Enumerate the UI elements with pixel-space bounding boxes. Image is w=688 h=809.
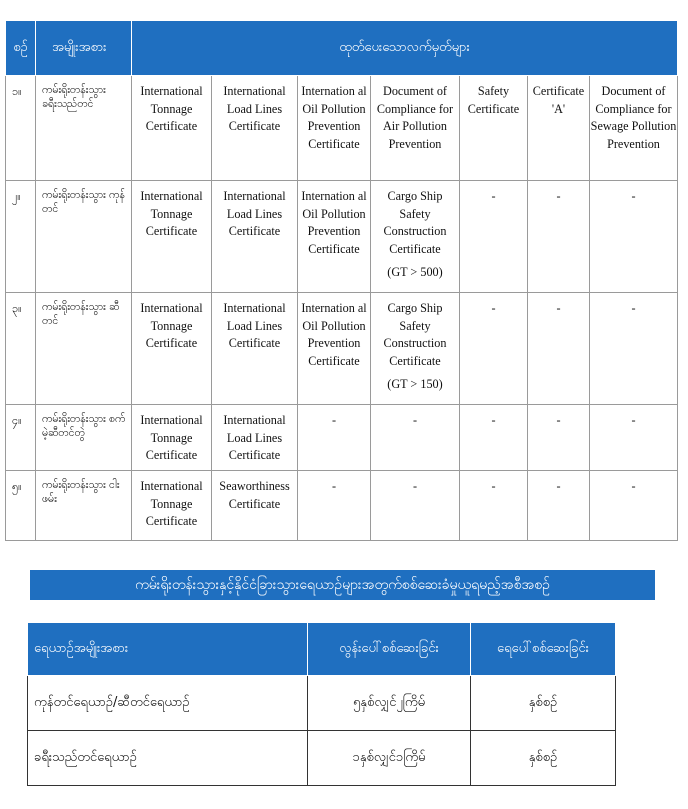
certificate-cell: - bbox=[298, 471, 371, 541]
certificate-cell: International Load Lines Certificate bbox=[212, 293, 298, 405]
certificate-cell: Internation al Oil Pollution Prevention Certificate bbox=[298, 76, 371, 181]
certificate-cell: - bbox=[590, 471, 678, 541]
row-number: ၂။ bbox=[6, 181, 36, 293]
header-afloat-inspection: ရေပေါ်စစ်ဆေးခြင်း bbox=[471, 623, 616, 676]
certificate-cell: - bbox=[590, 405, 678, 471]
certificate-cell: International Load Lines Certificate bbox=[212, 181, 298, 293]
table-row bbox=[6, 471, 678, 541]
header-certificates: ထုတ်ပေးသောလက်မှတ်များ bbox=[132, 21, 678, 76]
certificate-table bbox=[5, 20, 678, 541]
gross-tonnage-note: (GT > 500) bbox=[387, 265, 443, 280]
certificate-cell: Safety Certificate bbox=[460, 76, 528, 181]
row-number: ၄။ bbox=[6, 405, 36, 471]
table-row bbox=[6, 405, 678, 471]
certificate-cell: Internation al Oil Pollution Prevention Certificate bbox=[298, 181, 371, 293]
row-number: ၃။ bbox=[6, 293, 36, 405]
header-dry-dock-inspection: လွန်းပေါ်စစ်ဆေးခြင်း bbox=[308, 623, 471, 676]
certificate-cell: - bbox=[460, 405, 528, 471]
vessel-type: ကမ်းရိုးတန်းသွား ငါးဖမ်း bbox=[36, 471, 132, 541]
vessel-type: ကမ်းရိုးတန်းသွား ခရီးသည်တင် bbox=[36, 76, 132, 181]
table-row bbox=[6, 293, 678, 405]
dry-dock-frequency: ၅နှစ်လျှင်၂ကြိမ် bbox=[308, 676, 471, 731]
table-row bbox=[28, 676, 616, 731]
certificate-cell-text: Cargo Ship Safety Construction Certificate bbox=[383, 189, 447, 256]
afloat-frequency: နှစ်စဉ် bbox=[471, 676, 616, 731]
certificate-cell: International Tonnage Certificate bbox=[132, 76, 212, 181]
certificate-cell: International Tonnage Certificate bbox=[132, 293, 212, 405]
table-row bbox=[6, 76, 678, 181]
dry-dock-frequency: ၁နှစ်လျှင်၁ကြိမ် bbox=[308, 731, 471, 786]
gross-tonnage-note: (GT > 150) bbox=[387, 377, 443, 392]
row-number: ၁။ bbox=[6, 76, 36, 181]
header-type: အမျိုးအစား bbox=[36, 21, 132, 76]
certificate-cell: International Tonnage Certificate bbox=[132, 405, 212, 471]
certificate-cell: - bbox=[528, 471, 590, 541]
afloat-frequency: နှစ်စဉ် bbox=[471, 731, 616, 786]
certificate-cell: - bbox=[460, 181, 528, 293]
certificate-cell: - bbox=[298, 405, 371, 471]
certificate-cell: - bbox=[460, 471, 528, 541]
certificate-cell: - bbox=[528, 181, 590, 293]
header-vessel-type: ရေယာဉ်အမျိုးအစား bbox=[28, 623, 308, 676]
certificate-cell: Internation al Oil Pollution Prevention Certificate bbox=[298, 293, 371, 405]
certificate-cell: - bbox=[371, 405, 460, 471]
certificate-cell bbox=[371, 293, 460, 405]
certificate-cell: Document of Compliance for Air Pollution Prevention bbox=[371, 76, 460, 181]
certificate-cell: Seaworthiness Certificate bbox=[212, 471, 298, 541]
row-number: ၅။ bbox=[6, 471, 36, 541]
inspection-table-header bbox=[28, 623, 616, 676]
vessel-type: ကမ်းရိုးတန်းသွား ဆီတင် bbox=[36, 293, 132, 405]
vessel-type: ကမ်းရိုးတန်းသွား စက်မဲ့ဆီတင်တွဲ bbox=[36, 405, 132, 471]
certificate-cell: International Tonnage Certificate bbox=[132, 471, 212, 541]
certificate-cell-text: Cargo Ship Safety Construction Certificate bbox=[383, 301, 447, 368]
certificate-cell: - bbox=[590, 181, 678, 293]
table-row bbox=[28, 731, 616, 786]
table-row bbox=[6, 181, 678, 293]
certificate-cell: International Load Lines Certificate bbox=[212, 76, 298, 181]
vessel-type: ကုန်တင်ရေယာဉ်/ဆီတင်ရေယာဉ် bbox=[28, 676, 308, 731]
certificate-table-header bbox=[6, 21, 678, 76]
certificate-cell: International Tonnage Certificate bbox=[132, 181, 212, 293]
inspection-schedule-banner: ကမ်းရိုးတန်းသွားနှင့်နိုင်ငံခြားသွားရေယာဉ်များအတွက်စစ်ဆေးခံမှုယူရမည့်အစီအစဉ် bbox=[30, 570, 655, 600]
certificate-cell: International Load Lines Certificate bbox=[212, 405, 298, 471]
inspection-table bbox=[27, 622, 616, 786]
certificate-cell: - bbox=[528, 293, 590, 405]
certificate-cell: - bbox=[528, 405, 590, 471]
certificate-cell: Certificate 'A' bbox=[528, 76, 590, 181]
certificate-cell: - bbox=[371, 471, 460, 541]
vessel-type: ခရီးသည်တင်ရေယာဉ် bbox=[28, 731, 308, 786]
header-number: စဉ် bbox=[6, 21, 36, 76]
certificate-cell bbox=[371, 181, 460, 293]
certificate-cell: Document of Compliance for Sewage Pollution Prevention bbox=[590, 76, 678, 181]
certificate-cell: - bbox=[460, 293, 528, 405]
certificate-cell: - bbox=[590, 293, 678, 405]
vessel-type: ကမ်းရိုးတန်းသွား ကုန်တင် bbox=[36, 181, 132, 293]
